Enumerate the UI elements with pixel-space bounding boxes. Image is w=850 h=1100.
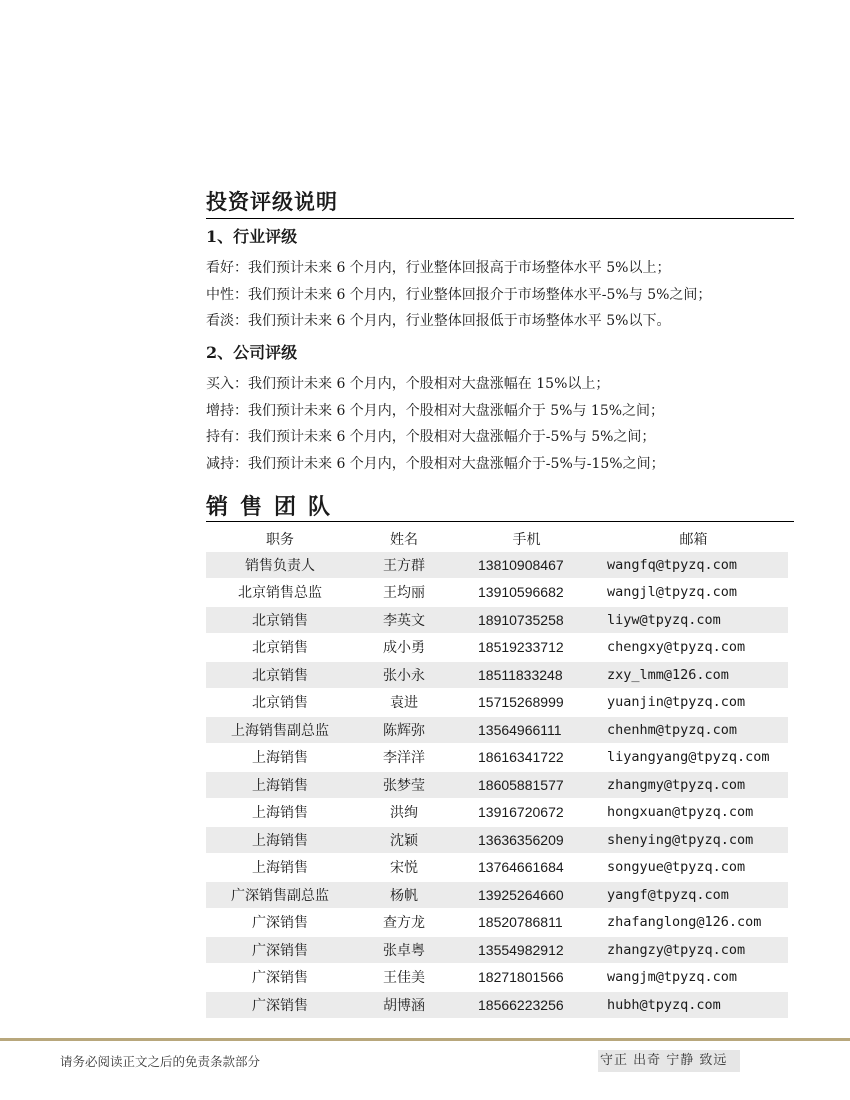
cell-email: liyangyang@tpyzq.com [607, 749, 770, 766]
table-row [206, 772, 788, 798]
cell-title: 上海销售 [252, 750, 308, 767]
company-rating-line: 增持：我们预计未来 6 个月内，个股相对大盘涨幅介于 5%与 15%之间； [206, 403, 665, 419]
cell-email: yuanjin@tpyzq.com [607, 694, 746, 711]
cell-name: 成小勇 [383, 640, 425, 657]
cell-title: 上海销售 [206, 772, 354, 798]
table-row [206, 552, 788, 578]
cell-email: chenhm@tpyzq.com [599, 717, 788, 743]
table-row [206, 910, 788, 936]
table-row [206, 607, 788, 633]
table-row [206, 882, 788, 908]
column-header-title: 职务 [266, 532, 294, 548]
section-divider [206, 521, 794, 522]
cell-title: 广深销售 [206, 992, 354, 1018]
cell-title: 北京销售 [252, 695, 308, 712]
cell-title: 广深销售 [252, 915, 308, 932]
cell-email: liyw@tpyzq.com [599, 607, 788, 633]
cell-title: 北京销售 [206, 607, 354, 633]
column-header-phone: 手机 [512, 532, 541, 548]
cell-name: 李英文 [354, 607, 454, 633]
footer-disclaimer: 请务必阅读正文之后的免责条款部分 [60, 1054, 261, 1069]
cell-title: 上海销售 [252, 805, 308, 822]
cell-name: 洪绚 [390, 805, 418, 822]
cell-title: 上海销售副总监 [206, 717, 354, 743]
cell-name: 袁进 [390, 695, 418, 712]
cell-phone: 18271801566 [478, 969, 564, 986]
cell-name: 杨帆 [354, 882, 454, 908]
cell-phone: 15715268999 [478, 694, 564, 711]
cell-name: 胡博涵 [354, 992, 454, 1018]
cell-phone: 13910596682 [478, 584, 564, 601]
sales-team-title: 销售团队 [206, 494, 343, 520]
cell-phone: 18910735258 [454, 607, 599, 633]
cell-email: zhangzy@tpyzq.com [599, 937, 788, 963]
table-header-row [206, 528, 788, 550]
cell-email: wangjl@tpyzq.com [607, 584, 738, 601]
cell-email: wangjm@tpyzq.com [607, 969, 738, 986]
cell-email: zhafanglong@126.com [607, 914, 762, 931]
rating-section-title: 投资评级说明 [206, 189, 338, 214]
cell-phone: 18616341722 [478, 749, 564, 766]
cell-title: 北京销售 [206, 662, 354, 688]
footer-motto: 守正 出奇 宁静 致远 [598, 1050, 740, 1072]
cell-name: 张梦莹 [354, 772, 454, 798]
cell-phone: 18520786811 [478, 914, 563, 931]
cell-phone: 18511833248 [454, 662, 599, 688]
table-row [206, 937, 788, 963]
cell-title: 北京销售 [252, 640, 308, 657]
table-row [206, 745, 788, 771]
cell-phone: 18566223256 [454, 992, 599, 1018]
cell-phone: 13810908467 [454, 552, 599, 578]
cell-name: 王方群 [354, 552, 454, 578]
cell-email: zhangmy@tpyzq.com [599, 772, 788, 798]
cell-name: 查方龙 [383, 915, 425, 932]
cell-name: 宋悦 [390, 860, 418, 877]
cell-title: 广深销售 [252, 970, 308, 987]
table-row [206, 635, 788, 661]
industry-rating-heading: 1、行业评级 [206, 227, 298, 246]
company-rating-line: 买入：我们预计未来 6 个月内，个股相对大盘涨幅在 15%以上； [206, 376, 610, 392]
cell-title: 上海销售 [252, 860, 308, 877]
company-rating-heading: 2、公司评级 [206, 343, 298, 362]
cell-phone: 18519233712 [478, 639, 564, 656]
cell-phone: 13564966111 [454, 717, 599, 743]
cell-email: chengxy@tpyzq.com [607, 639, 746, 656]
industry-rating-line: 看淡：我们预计未来 6 个月内，行业整体回报低于市场整体水平 5%以下。 [206, 313, 671, 329]
cell-name: 王均丽 [383, 585, 425, 602]
footer-divider [0, 1038, 850, 1041]
table-row [206, 717, 788, 743]
industry-rating-line: 看好：我们预计未来 6 个月内，行业整体回报高于市场整体水平 5%以上； [206, 260, 671, 276]
cell-phone: 13764661684 [478, 859, 564, 876]
table-row [206, 580, 788, 606]
cell-name: 李洋洋 [383, 750, 425, 767]
cell-name: 沈颖 [354, 827, 454, 853]
cell-email: songyue@tpyzq.com [607, 859, 746, 876]
cell-title: 销售负责人 [206, 552, 354, 578]
cell-title: 上海销售 [206, 827, 354, 853]
table-row [206, 992, 788, 1018]
cell-email: zxy_lmm@126.com [599, 662, 788, 688]
table-row [206, 827, 788, 853]
industry-rating-line: 中性：我们预计未来 6 个月内，行业整体回报介于市场整体水平-5%与 5%之间； [206, 287, 712, 303]
company-rating-line: 减持：我们预计未来 6 个月内，个股相对大盘涨幅介于-5%与-15%之间； [206, 456, 665, 472]
cell-phone: 18605881577 [454, 772, 599, 798]
cell-email: yangf@tpyzq.com [599, 882, 788, 908]
cell-name: 陈辉弥 [354, 717, 454, 743]
cell-email: wangfq@tpyzq.com [599, 552, 788, 578]
table-row [206, 800, 788, 826]
column-header-name: 姓名 [390, 532, 418, 548]
section-divider [206, 218, 794, 219]
table-row [206, 965, 788, 991]
cell-email: hongxuan@tpyzq.com [607, 804, 754, 821]
cell-name: 张小永 [354, 662, 454, 688]
cell-phone: 13636356209 [454, 827, 599, 853]
table-row [206, 855, 788, 881]
cell-title: 广深销售副总监 [206, 882, 354, 908]
sales-team-table [206, 526, 788, 1020]
cell-title: 北京销售总监 [238, 585, 322, 602]
cell-phone: 13925264660 [454, 882, 599, 908]
cell-title: 广深销售 [206, 937, 354, 963]
company-rating-line: 持有：我们预计未来 6 个月内，个股相对大盘涨幅介于-5%与 5%之间； [206, 429, 656, 445]
cell-name: 张卓粤 [354, 937, 454, 963]
cell-phone: 13554982912 [454, 937, 599, 963]
cell-email: shenying@tpyzq.com [599, 827, 788, 853]
column-header-email: 邮箱 [679, 532, 708, 548]
cell-email: hubh@tpyzq.com [599, 992, 788, 1018]
cell-phone: 13916720672 [478, 804, 564, 821]
table-row [206, 690, 788, 716]
table-row [206, 662, 788, 688]
cell-name: 王佳美 [383, 970, 425, 987]
